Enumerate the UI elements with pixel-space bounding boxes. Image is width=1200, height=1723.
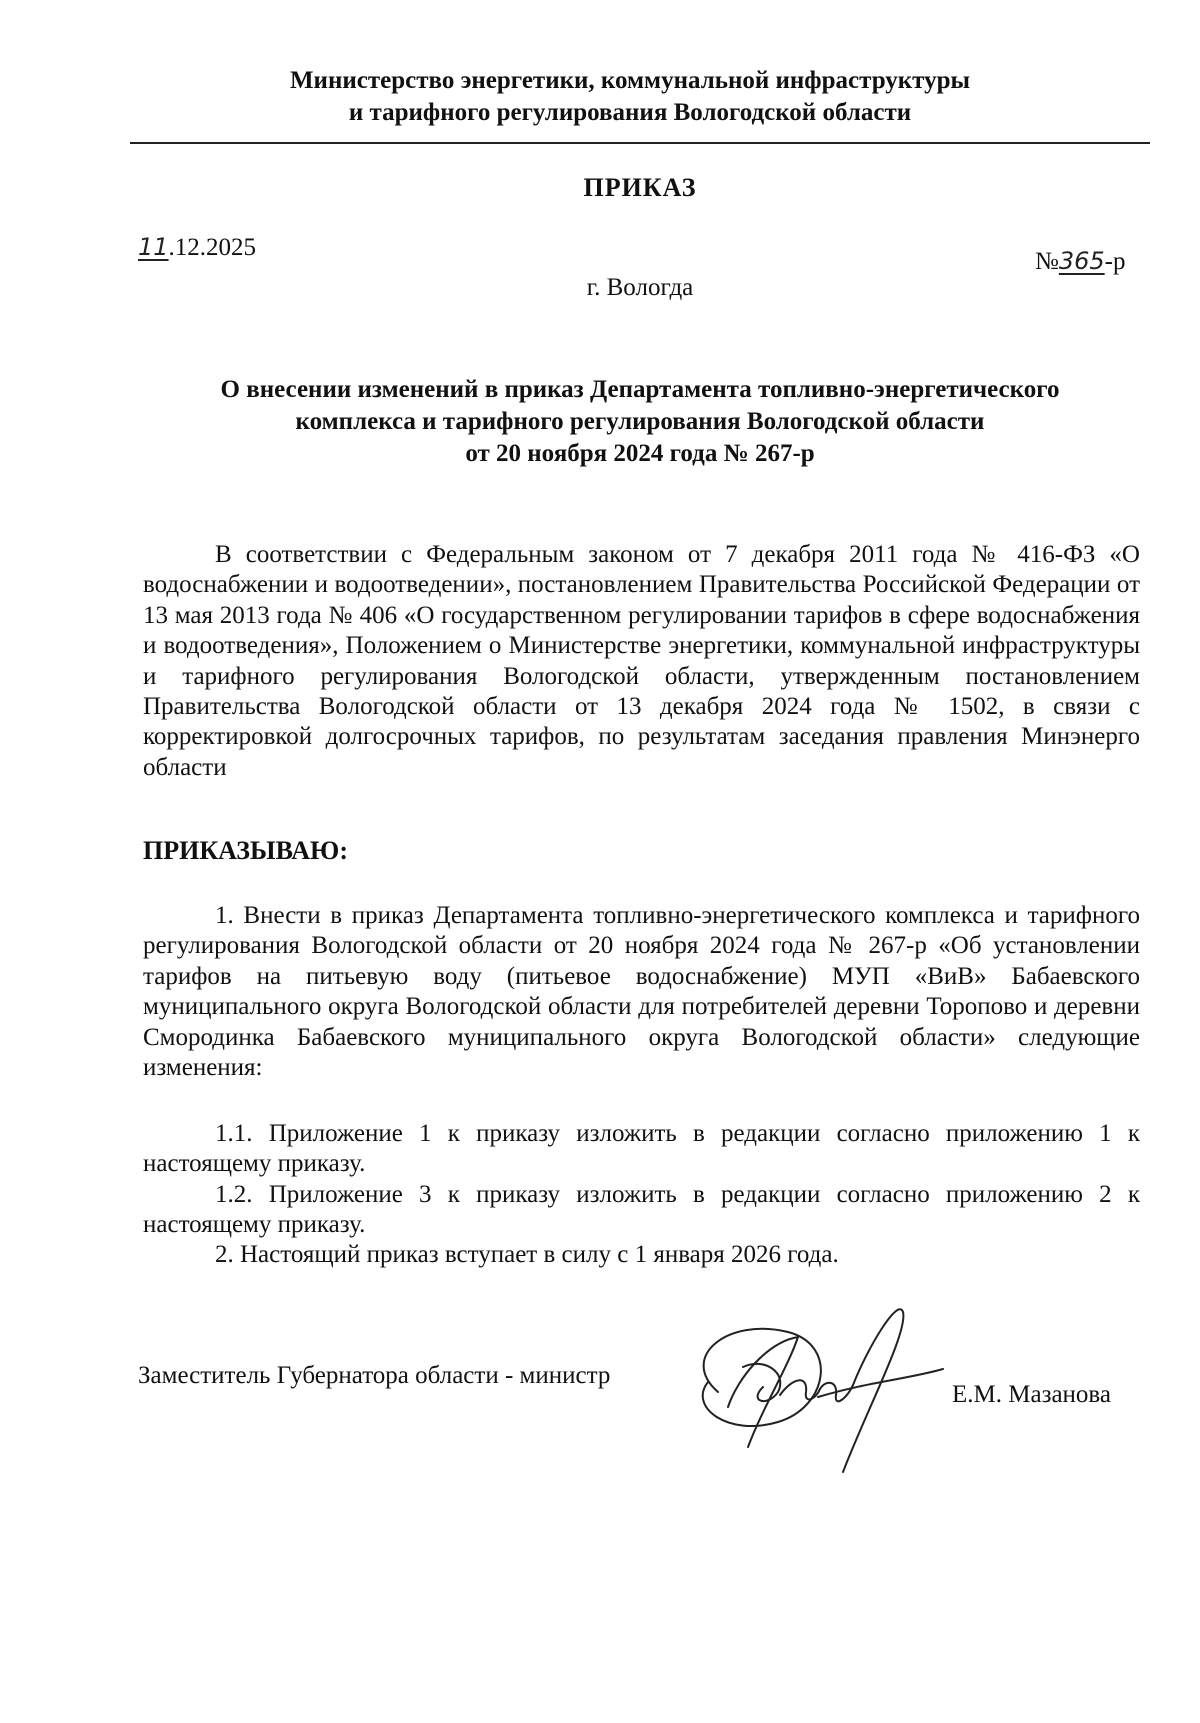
header-divider — [130, 142, 1150, 144]
date-month-year: .12.2025 — [168, 234, 257, 261]
subject-line-1: О внесении изменений в приказ Департамента топливно-энергетического — [220, 376, 1060, 403]
basis-paragraph: В соответствии с Федеральным законом от 7 декабря 2011 года № 416-ФЗ «О водоснабжении и водоотведении», постановлением Правительства Российской Федерации от 13 мая 2013 года № 406 «О государственном регулировании тарифов в сфере водоснабжения и водоотведения», Положением о Министерстве энергетики, коммунальной инфраструктуры и тарифного регулирования Вологодской области, утвержденным постановлением Правительства Вологодской области от 13 декабря 2024 года № 1502, в связи с корректировкой долгосрочных тарифов, по результатам заседания правления Минэнерго области — [143, 541, 1140, 781]
ministry-line-2: и тарифного регулирования Вологодской области — [348, 99, 912, 126]
number-suffix: -р — [1104, 248, 1126, 275]
number-handwritten: 365 — [1058, 247, 1105, 275]
signatory-name: Е.М. Мазанова — [952, 1381, 1111, 1408]
order-item-1-2: 1.2. Приложение 3 к приказу изложить в редакции согласно приложению 2 к настоящему приказу. — [143, 1181, 1140, 1239]
order-item-1-1: 1.1. Приложение 1 к приказу изложить в редакции согласно приложению 1 к настоящему приказу. — [143, 1120, 1140, 1178]
order-item-2: 2. Настоящий приказ вступает в силу с 1 января 2026 года. — [215, 1241, 839, 1268]
ministry-header — [130, 65, 1130, 129]
ministry-line-1: Министерство энергетики, коммунальной инфраструктуры — [289, 67, 971, 94]
document-type: ПРИКАЗ — [583, 173, 697, 202]
document-subject — [140, 374, 1140, 470]
date-day-handwritten: 11 — [138, 233, 169, 261]
handwritten-signature — [668, 1297, 948, 1477]
subject-line-3: от 20 ноября 2024 года № 267-р — [465, 440, 815, 467]
document-number — [1035, 247, 1126, 276]
document-city: г. Вологда — [586, 274, 694, 301]
number-sign: № — [1035, 248, 1059, 275]
order-item-1: 1. Внести в приказ Департамента топливно-энергетического комплекса и тарифного регулирования Вологодской области от 20 ноября 2024 года № 267-р «Об установлении тарифов на питьевую воду (питьевое водоснабжение) МУП «ВиВ» Бабаевского муниципального округа Вологодской области для потребителей деревни Торопово и деревни Смородинка Бабаевского муниципального округа Вологодской области» следующие изменения: — [143, 902, 1140, 1082]
signatory-position: Заместитель Губернатора области - министр — [138, 1362, 611, 1389]
subject-line-2: комплекса и тарифного регулирования Вологодской области — [295, 408, 985, 435]
document-date — [138, 233, 256, 262]
order-word: ПРИКАЗЫВАЮ: — [143, 836, 348, 865]
